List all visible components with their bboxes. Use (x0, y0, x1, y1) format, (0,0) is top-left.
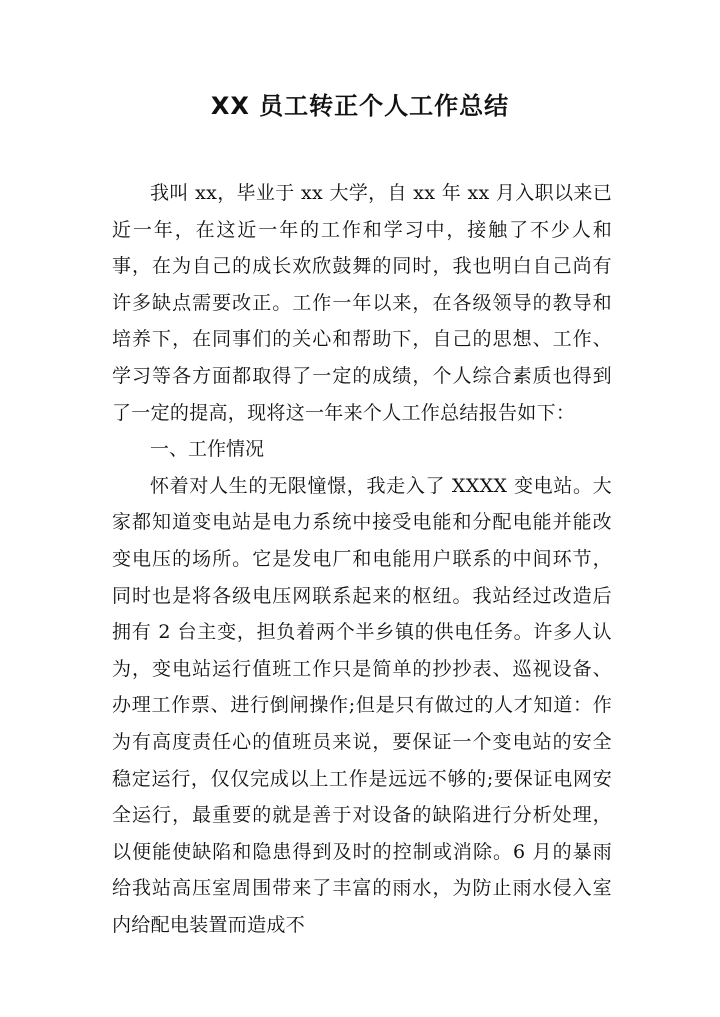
document-body (112, 175, 612, 943)
intro-paragraph: 我叫 xx，毕业于 xx 大学，自 xx 年 xx 月入职以来已近一年，在这近一年的工作和学习中，接触了不少人和事，在为自己的成长欢欣鼓舞的同时，我也明白自己尚有许多缺点需要改正。工作一年以来，在各级领导的教导和培养下，在同事们的关心和帮助下，自己的思想、工作、学习等各方面都取得了一定的成绩，个人综合素质也得到了一定的提高，现将这一年来个人工作总结报告如下： (112, 182, 612, 424)
work-situation-paragraph: 怀着对人生的无限憧憬，我走入了 XXXX 变电站。大家都知道变电站是电力系统中接受电能和分配电能并能改变电压的场所。它是发电厂和电能用户联系的中间环节，同时也是将各级电压网联系起来的枢纽。我站经过改造后拥有 2 台主变，担负着两个半乡镇的供电任务。许多人认为，变电站运行值班工作只是简单的抄抄表、巡视设备、办理工作票、进行倒闸操作;但是只有做过的人才知道：作为有高度责任心的值班员来说，要保证一个变电站的安全稳定运行，仅仅完成以上工作是远远不够的;要保证电网安全运行，最重要的就是善于对设备的缺陷进行分析处理，以便能使缺陷和隐患得到及时的控制或消除。6 月的暴雨给我站高压室周围带来了丰富的雨水，为防止雨水侵入室内给配电装置而造成不 (112, 474, 612, 936)
document-title: XX 员工转正个人工作总结 (210, 92, 510, 120)
section-heading-work-situation: 一、工作情况 (150, 438, 265, 461)
